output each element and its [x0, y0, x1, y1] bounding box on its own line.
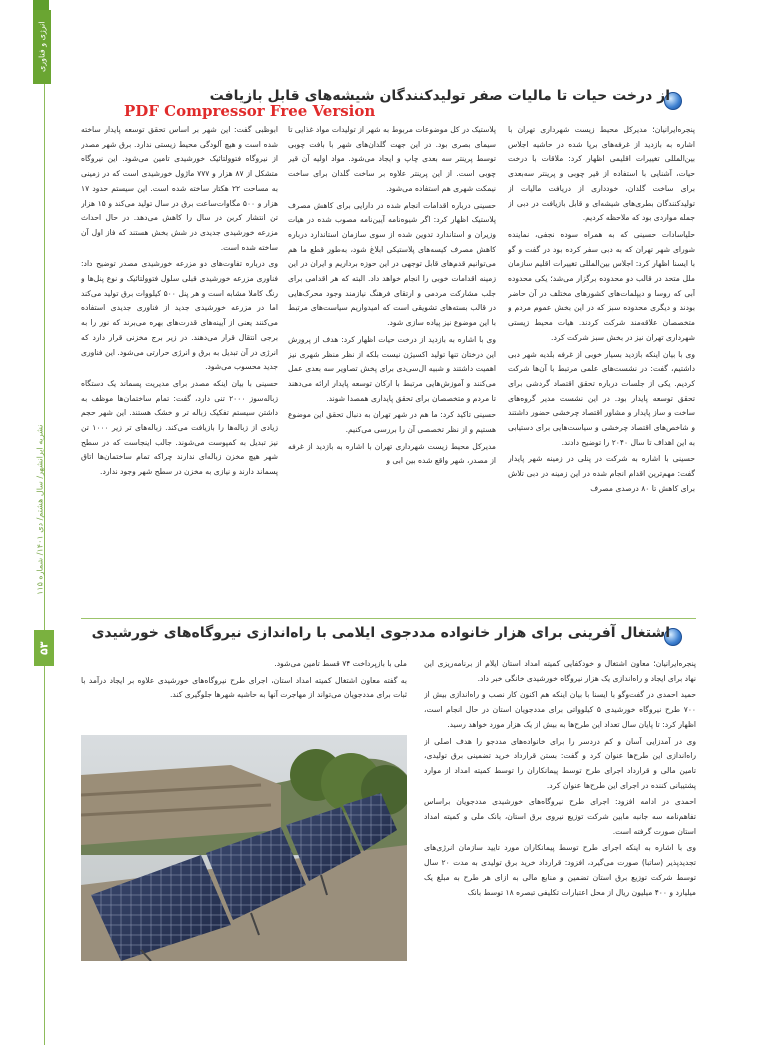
solar-panels-photo — [81, 735, 407, 961]
paragraph: حمید احمدی در گفت‌وگو با ایسنا با بیان اینکه هم اکنون کار نصب و راه‌اندازی بیش از ۷۰۰ طرح نیروگاه خورشیدی ۵ کیلوواتی برای مددجویان استان در حال انجام است، اظهار کرد: تا پایان سال تعداد این طرح‌ها به بیش از یک هزار مورد خواهد رسید. — [424, 690, 696, 729]
article1-column-middle — [288, 123, 496, 613]
article1-column-right — [508, 123, 695, 613]
article2-column-right — [424, 657, 696, 957]
paragraph: وی با بیان اینکه بازدید بسیار خوبی از غرفه بلدیه شهر دبی داشتیم، گفت: در نشست‌های علمی مرتبط با آن‌ها شرکت کردیم. یکی از جلسات درباره تحقق اقتصاد گردشی برای تحقق توسعه پایدار بود. در این نشست مدیر گروه‌های ساخت و ساز پایدار و مشاور اقتصاد چرخشی حضور داشتند و شاخص‌های اقتصاد چرخشی و سیاست‌هایی برای دستیابی به این اهداف تا سال ۲۰۴۰ را توضیح دادند. — [508, 349, 695, 447]
paragraph: وی درباره تفاوت‌های دو مزرعه خورشیدی مصدر توضیح داد: فناوری مزرعه خورشیدی قبلی سلول فتوولتائیک و نوع پنل‌ها و رنگ کاملا مشابه است و هر پنل ۵۰۰ کیلووات برق تولید می‌کند اما در مزرعه خورشیدی جدید از فناوری جدیدی استفاده می‌کنند یعنی از آیینه‌های قدرت‌های بهره می‌برند که نور را به برجی انتقال قرار می‌دهند. در زیر برج مخزنی قرار دارد که انرژی در آن تبدیل به برق و انرژی حرارتی می‌شود. این فناوری جدید محسوب می‌شود. — [81, 259, 278, 372]
paragraph: وی در آمدزایی آسان و کم دردسر را برای خانواده‌های مددجو را هدف اصلی از راه‌اندازی این طرح‌ها عنوان کرد و گفت: بستن قرارداد خرید تضمینی برق تولیدی، تامین مالی و قرارداد اجرای طرح توسط پیمانکاران را توسط کمیته امداد از موارد پشتیبانی کننده در اجرای این طرح‌ها عنوان کرد. — [424, 736, 696, 790]
paragraph: حسینی با بیان اینکه مصدر برای مدیریت پسماند یک دستگاه زباله‌سوز ۲۰۰۰ تنی دارد، گفت: تمام ساختمان‌ها موظف به داشتن سیستم تفکیک زباله تر و خشک هستند. این شهر حجم زیادی از زباله‌ها را بازیافت می‌کند. زباله‌های تر زیر ۱۰۰۰ تن نیز تبدیل به کمپوست می‌شوند. جالب اینجاست که در سطح شهر هیچ مخزن زباله‌ای ندارند چراکه تمام ساختمان‌ها اتاق پسماند دارند و نیازی به مخزن در سطح شهر وجود ندارد. — [81, 378, 278, 477]
paragraph: حسینی درباره اقدامات انجام شده در دارایی برای کاهش مصرف پلاستیک اظهار کرد: اگر شیوه‌نامه آیین‌نامه مصوب شده در هیات وزیران و استاندارد تدوین شده از سوی سازمان استاندارد درباره کاهش مصرف کیسه‌های پلاستیکی ابلاغ شود، به‌طور قطع ما هم می‌توانیم قدم‌های قابل توجهی در این حوزه برداریم و ایران در این زمینه اقدامات خوبی را انجام خواهد داد. البته که هر اقدامی برای جلب مشارکت مردمی و ارتقای فرهنگ نیازمند وجود محرک‌هایی در قالب بسته‌های تشویقی است که امیدواریم سیاست‌های مرتبط با این موضوع نیز پیاده سازی شود. — [288, 200, 496, 328]
paragraph: پنجره‌ایرانیان؛ مدیرکل محیط زیست شهرداری تهران با اشاره به بازدید از غرفه‌های برپا شده در حاشیه اجلاس بین‌المللی تغییرات اقلیمی اظهار کرد: ملاقات با درخت حیات، آشنایی با استفاده از قیر چوبی و پرینتر سه‌بعدی برای ساخت گلدان، خودداری از دریافت مالیات از تولیدکنندگان بطری‌های شیشه‌ای و قابل بازیافت در دبی از جمله مواردی بود که ملاحظه کردیم. — [508, 125, 695, 223]
paragraph: حسینی با اشاره به شرکت در پنلی در زمینه شهر پایدار گفت: مهم‌ترین اقدام انجام شده در این زمینه در دبی تلاش برای کاهش تا ۸۰ درصدی مصرف — [508, 454, 695, 493]
page-number: ۵۳ — [34, 630, 54, 666]
article2-title: اشتغال آفرینی برای هزار خانواده مددجوی ایلامی با راه‌اندازی نیروگاه‌های خورشیدی — [91, 625, 670, 641]
article1-column-left — [81, 123, 278, 613]
section-tab: انرژی و فناوری — [33, 10, 51, 84]
paragraph: احمدی در ادامه افزود: اجرای طرح نیروگاه‌های خورشیدی مددجویان براساس تفاهم‌نامه سه جانبه مابین شرکت توزیع نیروی برق استان، بانک ملی و کمیته امداد استان صورت گرفته است. — [424, 797, 696, 836]
paragraph: مدیرکل محیط زیست شهرداری تهران با اشاره به بازدید از غرفه از مصدر، شهر واقع شده بین ابی و — [288, 441, 496, 466]
paragraph: پلاستیک در کل موضوعات مربوط به شهر از تولیدات مواد غذایی تا سیمای بصری بود. در این جهت گلدان‌های شهر با بافت چوبی توسط پرینتر سه بعدی چاپ و ایجاد می‌شود. مواد اولیه آن قیر چوبی است. از این پرینتر علاوه بر ساخت گلدان برای ساخت نیمکت شهری هم استفاده می‌شود. — [288, 125, 496, 193]
section-divider — [81, 618, 696, 619]
paragraph: وی با اشاره به بازدید از درخت حیات اظهار کرد: هدف از پرورش این درختان تنها تولید اکسیژن نیست بلکه از نظر منظر شهری نیز اهمیت داشتند و شبیه ال‌سی‌دی برای پخش تصاویر سه بعدی عمل می‌کنند و آموزش‌هایی مرتبط با ارکان توسعه پایدار ارائه می‌دهند تا مردم و متخصصان برای تحقق پایداری همصدا شوند. — [288, 334, 496, 403]
paragraph: حلیاسادات حسینی که به همراه سوده نجفی، نماینده شورای شهر تهران که به دبی سفر کرده بود در گفت و گو با ایسنا اظهار کرد: اجلاس بین‌المللی تغییرات اقلیم سازمان ملل متحد در قالب دو محدوده برگزار می‌شد؛ یکی محدوده آبی که روسا و دیپلمات‌های کشورهای مختلف در آن حاضر بودند و دیگری محدوده سبز که در این بخش عموم مردم و متخصصان علاقه‌مند شرکت کردند. هیات محیط زیستی شهرداری تهران نیز در بخش سبز شرکت کرد. — [508, 229, 695, 342]
magazine-issue-line: نشریه ایرانشهر/ سال هشتم/ دی ۱۴۰۱/ شماره ۱۱۵ — [35, 424, 45, 596]
paragraph: حسینی تاکید کرد: ما هم در شهر تهران به دنبال تحقق این موضوع هستیم و از نظر تخصصی آن را بررسی می‌کنیم. — [288, 410, 496, 435]
paragraph: ملی با بازپرداخت ۷۴ قسط تامین می‌شود. — [274, 659, 407, 668]
paragraph: ابوظبی گفت: این شهر بر اساس تحقق توسعه پایدار ساخته شده است و هیچ آلودگی محیط زیستی ندارد. برق شهر مصدر از نیروگاه فتوولتائیک خورشیدی تامین می‌شود. این نیروگاه متشکل از ۸۷ هزار و ۷۷۷ ماژول خورشیدی است که در زمینی به مساحت ۲۲ هکتار ساخته شده است. این سیستم حدود ۱۷ هزار و ۵۰۰ مگاوات‌ساعت برق در سال تولید می‌کند و ۱۵ هزار تن انتشار کربن در سال را کاهش می‌دهد. در حال احداث مزرعه خورشیدی جدیدی در شش بخش هستند که فاز اول آن ساخته شده است. — [81, 125, 278, 252]
paragraph: وی با اشاره به اینکه اجرای طرح توسط پیمانکاران مورد تایید سازمان انرژی‌های تجدیدپذیر (ساتبا) صورت می‌گیرد، افزود: قرارداد خرید برق تولیدی به مدت ۲۰ سال توسط شرکت توزیع برق استان تضمین و منابع مالی به ازای هر طرح به مبلغ یک میلیارد و ۴۰۰ میلیون ریال از محل اعتبارات تکلیفی تبصره ۱۸ توسط بانک — [424, 843, 696, 897]
article1-title: از درخت حیات تا مالیات صفر تولیدکنندگان شیشه‌های قابل بازیافت — [209, 88, 670, 104]
pdf-watermark: PDF Compressor Free Version — [124, 102, 376, 120]
paragraph: پنجره‌ایرانیان؛ معاون اشتغال و خودکفایی کمیته امداد استان ایلام از برنامه‌ریزی این نهاد برای ایجاد و راه‌اندازی یک هزار نیروگاه خورشیدی خانگی خبر داد. — [424, 659, 696, 683]
article2-column-left — [81, 657, 407, 717]
paragraph: به گفته معاون اشتغال کمیته امداد استان، اجرای طرح نیروگاه‌های خورشیدی علاوه بر ایجاد درآمد با ثبات برای مددجویان می‌تواند از مهاجرت آنها به حاشیه شهرها جلوگیری کند. — [81, 675, 407, 700]
